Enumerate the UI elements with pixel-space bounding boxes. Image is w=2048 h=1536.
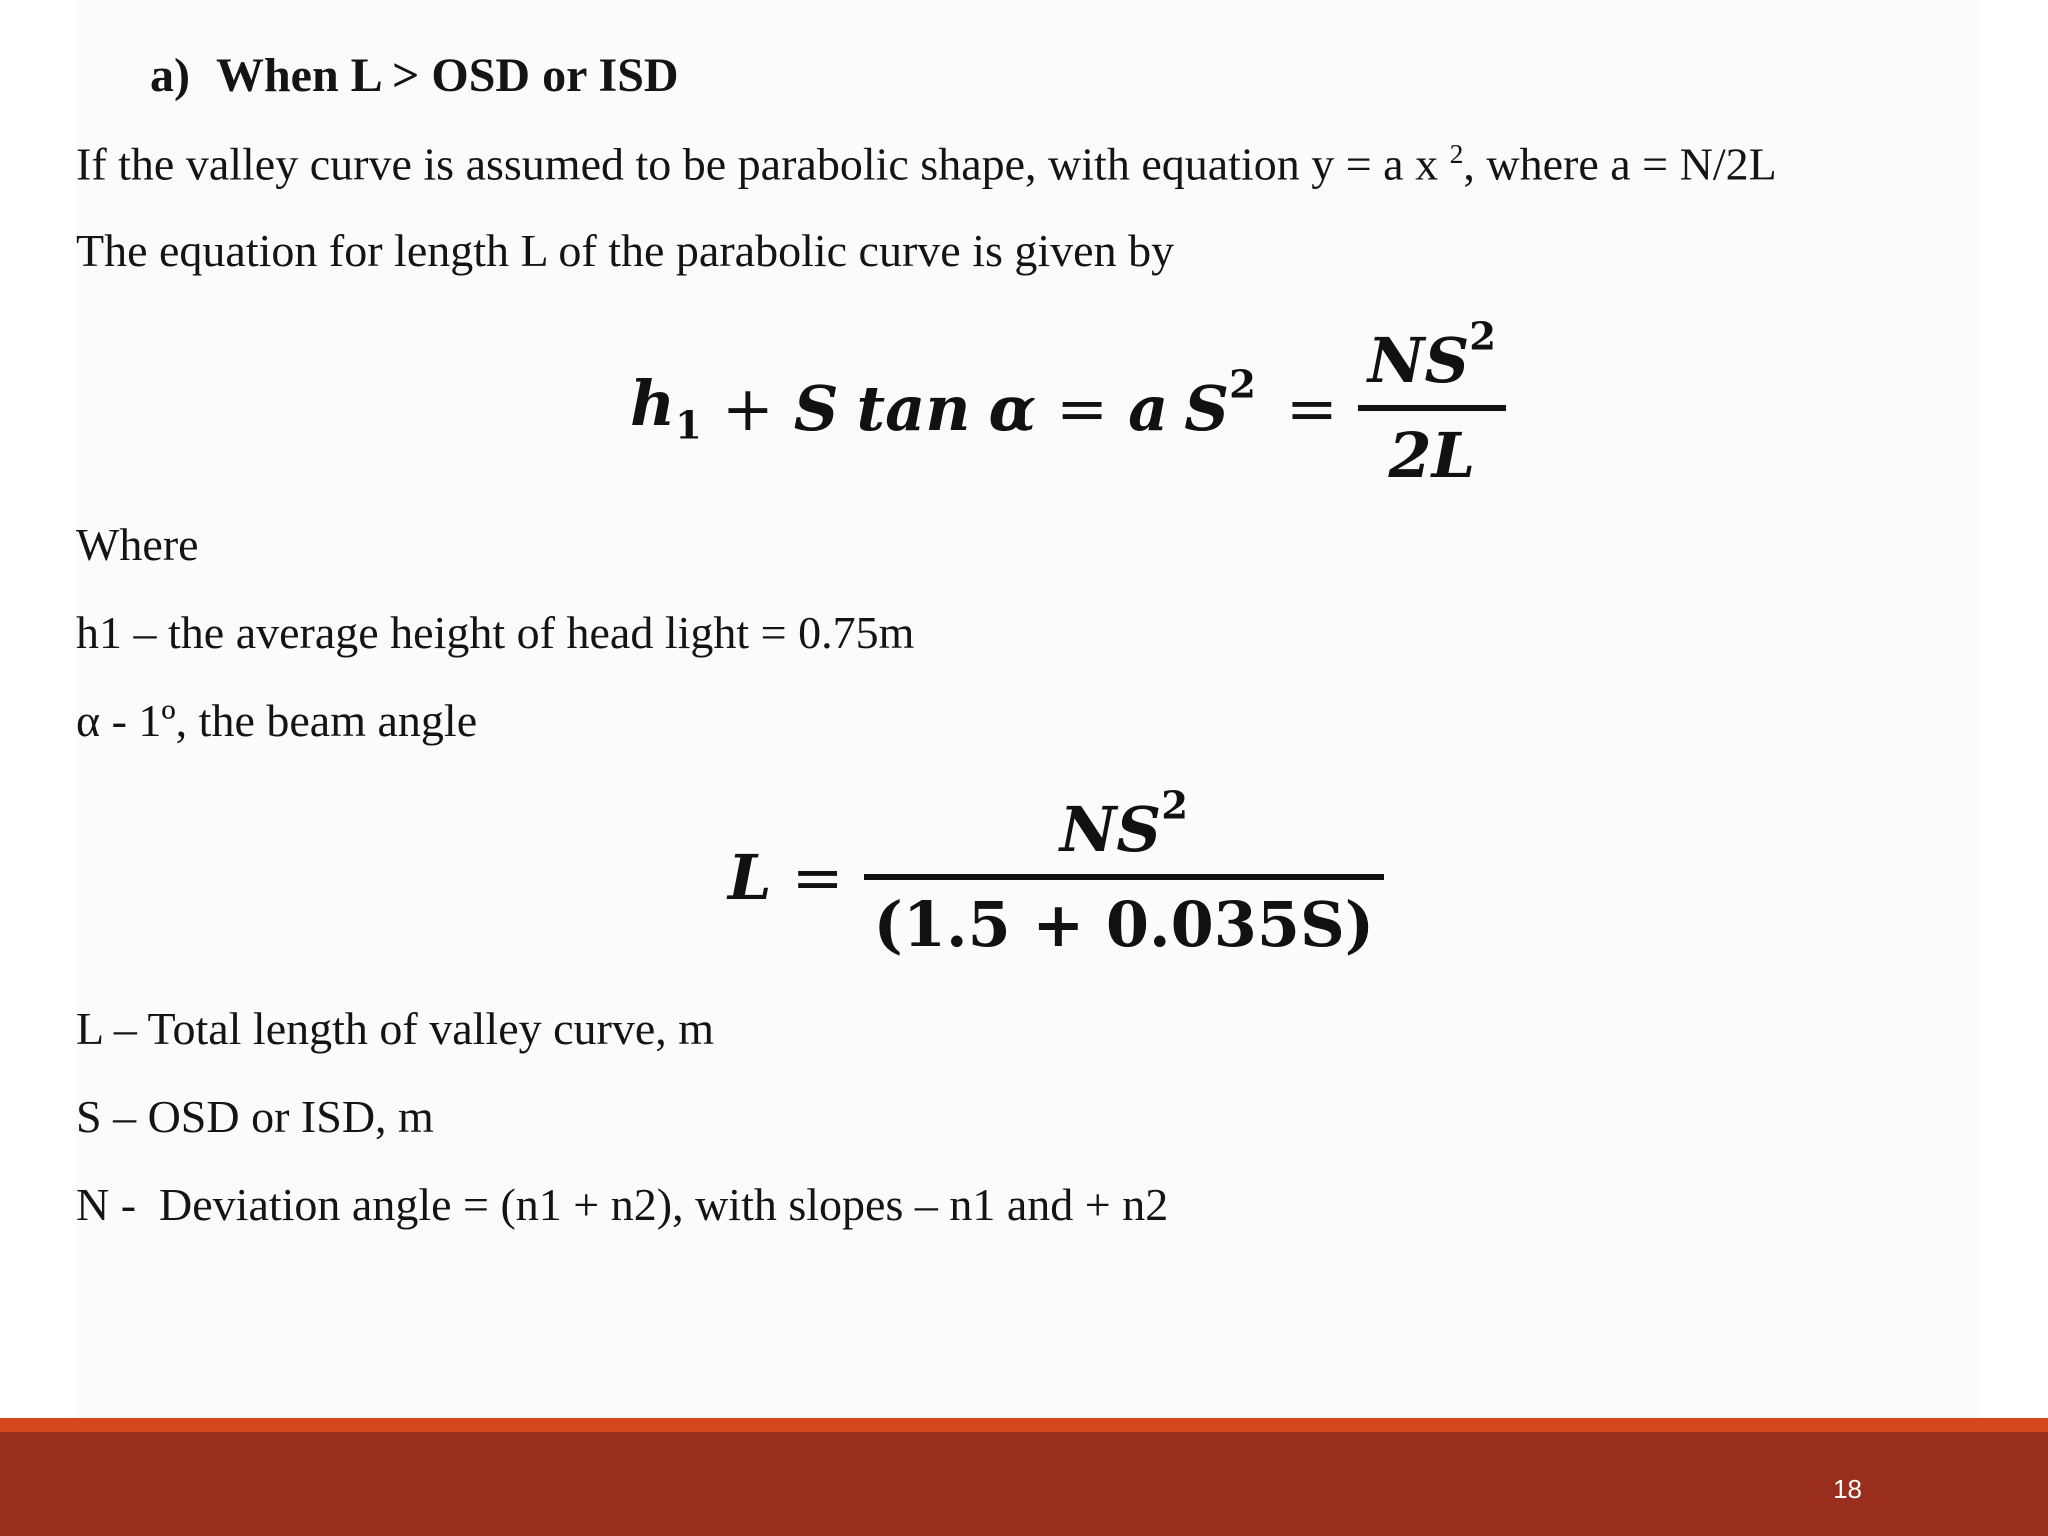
- definition-l: L – Total length of valley curve, m: [76, 1003, 715, 1054]
- eq2-lhs: L: [728, 840, 772, 914]
- heading-enumerator: a): [150, 49, 190, 102]
- equation-length: [728, 782, 1384, 972]
- intro-line-1-superscript: 2: [1449, 138, 1464, 169]
- eq2-numerator: $NS^2$: [1059, 783, 1188, 866]
- eq1-s-squared: $S^2$: [1184, 361, 1256, 445]
- eq1-tan: tan: [856, 371, 971, 445]
- eq1-plus: +: [721, 371, 774, 445]
- eq1-equals: =: [1056, 371, 1109, 445]
- section-heading: [150, 49, 679, 102]
- eq1-numerator: $NS^2$: [1367, 314, 1496, 397]
- definition-h1: h1 – the average height of head light = 0.75m: [76, 607, 915, 658]
- intro-line-1-tail: , where a = N/2L: [1463, 138, 1777, 190]
- page-number: 18: [1833, 1474, 1862, 1504]
- eq2-fraction: [864, 783, 1385, 961]
- definition-n: N - Deviation angle = (n1 + n2), with slopes – n1 and + n2: [76, 1179, 1169, 1230]
- definition-s: S – OSD or ISD, m: [76, 1091, 434, 1142]
- eq1-s: S: [793, 371, 839, 445]
- heading-text: When L > OSD or ISD: [215, 49, 679, 102]
- eq1-alpha: α: [988, 371, 1037, 445]
- eq1-equals-2: =: [1285, 371, 1338, 445]
- eq1-a: a: [1128, 371, 1169, 445]
- eq1-h: $h_1$: [630, 367, 702, 449]
- eq2-denominator: (1.5 + 0.035S): [873, 888, 1375, 961]
- where-label: Where: [76, 519, 199, 570]
- footer-bar: [0, 1432, 2048, 1536]
- intro-line-2: The equation for length L of the parabolic curve is given by: [76, 225, 1175, 276]
- equation-visibility: [630, 314, 1506, 498]
- eq2-equals: =: [791, 840, 844, 914]
- intro-line-1-text: If the valley curve is assumed to be parabolic shape, with equation y = a x: [76, 138, 1450, 190]
- definition-alpha: α - 1º, the beam angle: [76, 695, 478, 746]
- eq1-fraction: [1358, 314, 1506, 492]
- footer-accent-stripe: [0, 1418, 2048, 1432]
- eq1-denominator: 2L: [1388, 419, 1476, 492]
- intro-line-1: [76, 138, 1777, 190]
